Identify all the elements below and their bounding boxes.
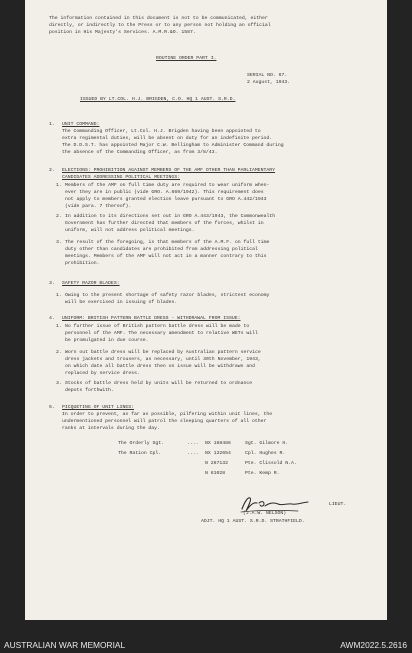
item-text-line: No further issue of British pattern battle dress will be made to — [65, 324, 250, 329]
item-text-line: personnel of the AMF. The necessary amendment to relative WETs will — [65, 331, 258, 336]
section-heading: UNIT COMMAND: — [62, 122, 100, 127]
item-number: 2. — [56, 214, 62, 219]
section-text-line: The Commanding Officer, Lt.Col. H.J. Brigden having been appointed to — [62, 129, 261, 134]
item-text-line: In addition to its directions set out in GRO A.443/1943, the Commonwealth — [65, 214, 276, 219]
item-number: 1. — [56, 183, 62, 188]
roster-dots: .... — [187, 441, 199, 446]
roster-name: Cpl. Hughes R. — [245, 451, 286, 456]
item-text-line: Members of the AMF on full time duty are required to wear uniform when- — [65, 183, 270, 188]
section-heading: PICQUETING OF UNIT LINES: — [62, 405, 134, 410]
item-text-line: duty other than candidates are prohibited from addressing political — [65, 247, 258, 252]
item-text-line: replaced by service dress. — [65, 371, 140, 376]
section-text-line: undermentioned personnel will patrol the sleeping quarters of all other — [62, 419, 267, 424]
roster-name: Pte. Kemp R. — [245, 471, 280, 476]
signatory-name: (J.A.W. NELSON) — [243, 511, 287, 516]
section-number: 5. — [49, 405, 55, 410]
roster-number: NX 132654 — [205, 451, 231, 456]
item-text-line: not apply to members granted election leave pursuant to GRO A.442/1943 — [65, 197, 267, 202]
roster-number: NX 168486 — [205, 441, 231, 446]
section-heading: ELECTIONS: PROHIBITION AGAINST MEMBERS OF THE AMF OTHER THAN PARLIAMENTARY — [62, 168, 276, 173]
section-text-line: Owing to the present shortage of safety razor blades, strictest economy — [65, 293, 270, 298]
item-number: 2. — [56, 350, 62, 355]
header-notice-line: position in His Majesty's Services. A.M.R.&O. 1587. — [49, 30, 196, 35]
item-text-line: on which date all battle dress then on issue will be withdrawn and — [65, 364, 255, 369]
document-date: 2 August, 1943. — [247, 80, 291, 85]
header-notice-line: directly, or indirectly to the Press or to any person not holding an official — [49, 23, 271, 28]
section-heading: CANDIDATES ADDRESSING POLITICAL MEETINGS: — [62, 175, 181, 180]
section-text-line: the absence of the Commanding Officer, as from 3/8/43. — [62, 150, 218, 155]
archive-footer — [0, 638, 412, 653]
roster-name: Pte. Clissold N.A. — [245, 461, 297, 466]
section-number: 1. — [49, 122, 55, 127]
roster-role: The Orderly Sgt. — [118, 441, 165, 446]
roster-number: N 81028 — [205, 471, 226, 476]
roster-role: The Ration Cpl. — [118, 451, 162, 456]
item-text-line: (vide para. 7 thereof). — [65, 204, 132, 209]
item-text-line: Government has further directed that members of the forces, whilst in — [65, 221, 264, 226]
section-heading: SAFETY RAZOR BLADES: — [62, 281, 120, 286]
section-text-line: extra regimental duties, will be absent on duty for an indefinite period. — [62, 136, 273, 141]
item-text-line: depots forthwith. — [65, 388, 114, 393]
item-text-line: The result of the foregoing, is that members of the A.M.F. on full time — [65, 240, 270, 245]
item-text-line: ever they are in public (vide GRO. A.669/1942). This requirement does — [65, 190, 264, 195]
roster-name: Sgt. Gilmore H. — [245, 441, 289, 446]
archive-name: AUSTRALIAN WAR MEMORIAL — [4, 640, 126, 650]
section-text-line: will be exercised in issuing of blades. — [65, 300, 178, 305]
roster-dots: .... — [187, 451, 199, 456]
signatory-rank: LIEUT. — [329, 502, 347, 507]
issued-by: ISSUED BY LT.COL. H.J. BRIGDEN, C.O. HQ 1 AUST. S.R.D. — [80, 97, 236, 102]
item-number: 3. — [56, 240, 62, 245]
document-page — [25, 0, 387, 620]
section-number: 2. — [49, 168, 55, 173]
signatory-appointment: ADJT. HQ 1 AUST. S.R.D. STRATHFIELD. — [201, 519, 305, 524]
document-title: ROUTINE ORDER PART I. — [156, 56, 217, 61]
item-text-line: meetings. Members of the AMF will not act in a manner contrary to this — [65, 254, 267, 259]
section-text-line: The D.D.S.T. has appointed Major C.W. Bellingham to Administer Command during — [62, 143, 284, 148]
section-heading: UNIFORM: BRITISH PATTERN BATTLE DRESS - WITHDRAWAL FROM ISSUE: — [62, 316, 241, 321]
roster-number: N 267132 — [205, 461, 229, 466]
item-text-line: be promulgated in due course. — [65, 338, 149, 343]
section-number: 3. — [49, 281, 55, 286]
header-notice-line: The information contained in this document is not to be communicated, either — [49, 16, 268, 21]
section-text-line: ranks at intervals during the day. — [62, 426, 160, 431]
item-text-line: Worn out battle dress will be replaced by Australian pattern service — [65, 350, 261, 355]
section-number: 4. — [49, 316, 55, 321]
catalogue-number: AWM2022.5.2616 — [340, 640, 407, 650]
item-text-line: dress jackets and trousers, as necessary, until 30th November, 1943, — [65, 357, 261, 362]
item-text-line: Stocks of battle dress held by units will be returned to ordnance — [65, 381, 253, 386]
item-number: 1. — [56, 324, 62, 329]
item-text-line: uniform, will not address political meetings. — [65, 228, 195, 233]
item-number: 1. — [56, 293, 62, 298]
serial-number: SERIAL NO. 67. — [247, 73, 288, 78]
item-number: 3. — [56, 381, 62, 386]
item-text-line: prohibition. — [65, 261, 100, 266]
section-text-line: In order to prevent, as far as possible, pilfering within unit lines, the — [62, 412, 273, 417]
